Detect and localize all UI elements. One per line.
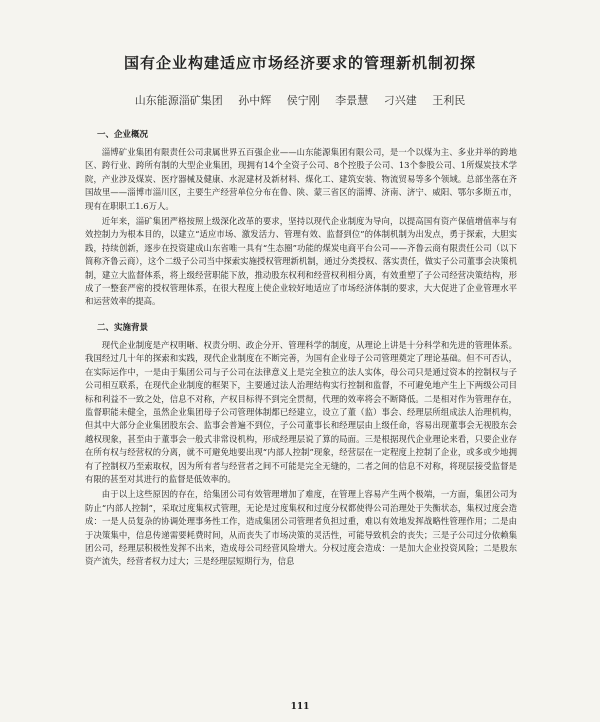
page-number: 111 [290,702,310,712]
body-paragraph: 近年来，淄矿集团严格按照上级深化改革的要求，坚持以现代企业制度为导向，以提高国有资产保值增值率与有效控制力为根本目的，以建立“适应市场、激发活力、管理有效、监督到位”的体制机制为出发点，勇于探索，大胆实践，持续创新，逐步在投资建成山东省唯一具有“生态圈”功能的煤炭电商平台公司——齐鲁云商有限责任公司（以下简称齐鲁云商），这个二级子公司当中探索实施授权管理新机制，通过分类授权、落实责任，做实子公司董事会决策机制，建立大监督体系，将上级经营职能下放，推动股东权利和经营权利相分离，有效重塑了子公司经营决策结构，形成了一整套严密的授权管理体系，在很大程度上使企业较好地适应了市场经济体制的要求，大大促进了企业管理水平和运营效率的提高。 [85,216,517,307]
body-paragraph: 现代企业制度是产权明晰、权责分明、政企分开、管理科学的制度，从理论上讲是十分科学和先进的管理体系。我国经过几十年的探索和实践，现代企业制度在不断完善，为国有企业母子公司管理奠定了理论基础。但不可否认，在实际运作中，一是由于集团公司与子公司在法律意义上是完全独立的法人实体，母公司只是通过资本的控制权与子公司相互联系，在现代企业制度的框架下，主要通过法人治理结构实行控制和监督，不可避免地产生上下两级公司目标和利益不一致之处，信息不对称，产权目标得不到完全贯彻，代理的效率将会不断降低。二是相对作为管理存在，监督职能未健全，虽然企业集团母子公司管理体制都已经建立，设立了董（监）事会、经理层所组成法人治理机构，但其中大部分企业集团股东会、监事会普遍不到位，子公司董事长和经理层由上级任命，容易出现董事会无视股东会越权现象，甚至由于董事会一般式非常设机构，形成经理层说了算的局面。三是根据现代企业理论来看，只要企业存在所有权与经营权的分离，就不可避免地要出现“内部人控制”现象，经营层在一定程度上控制了企业，或多或少地拥有了控制权乃至索取权，因为所有者与经营者之间不可能是完全无缝的，二者之间的信息不对称，将现层接受监督是有限的甚至对其进行的监督是低效率的。 [85,339,517,484]
body-paragraph: 由于以上这些原因的存在，给集团公司有效管理增加了难度，在管理上容易产生两个极端，一方面，集团公司为防止“内部人控制”，采取过度集权式管理，无论是过度集权和过度分权都使得公司治理处于失衡状态，集权过度会造成：一是人员复杂的协调处理事务性工作，造成集团公司管理者负担过重，难以有效地发挥战略性管理作用；二是由于决策集中，信息传递需要耗费时间，从而丧失了市场决策的灵活性，可能导致机会的丧失；三是子公司过分依赖集团公司，经理层积极性发挥不出来，造成母公司经营风险增大。分权过度会造成：一是加大企业投资风险；二是股东资产流失，经营者权力过大；三是经理层短期行为，信息 [85,489,517,567]
body-paragraph: 淄博矿业集团有限责任公司隶属世界五百强企业——山东能源集团有限公司，是一个以煤为主、多业并举的跨地区、跨行业、跨所有制的大型企业集团，现拥有14个全资子公司、8个控股子公司、13个参股公司、1所煤炭技术学院，产业涉及煤炭、医疗器械及健康、水泥建材及新材料、煤化工、建筑安装、物流贸易等多个领域。总部坐落在齐国故里——淄博市淄川区，主要生产经营单位分布在鲁、陕、蒙三省区的淄博、济南、济宁、威阳、鄂尔多斯五市，现有在职职工1.6万人。 [85,147,517,211]
section-heading-background: 二、实施背景 [97,322,149,333]
author-line: 山东能源淄矿集团 孙中辉 侯宁刚 李景慧 刁兴建 王利民 [134,94,466,107]
section-heading-overview: 一、企业概况 [97,130,149,140]
paper-title: 国有企业构建适应市场经济要求的管理新机制初探 [123,54,476,72]
paper-body [85,124,517,571]
